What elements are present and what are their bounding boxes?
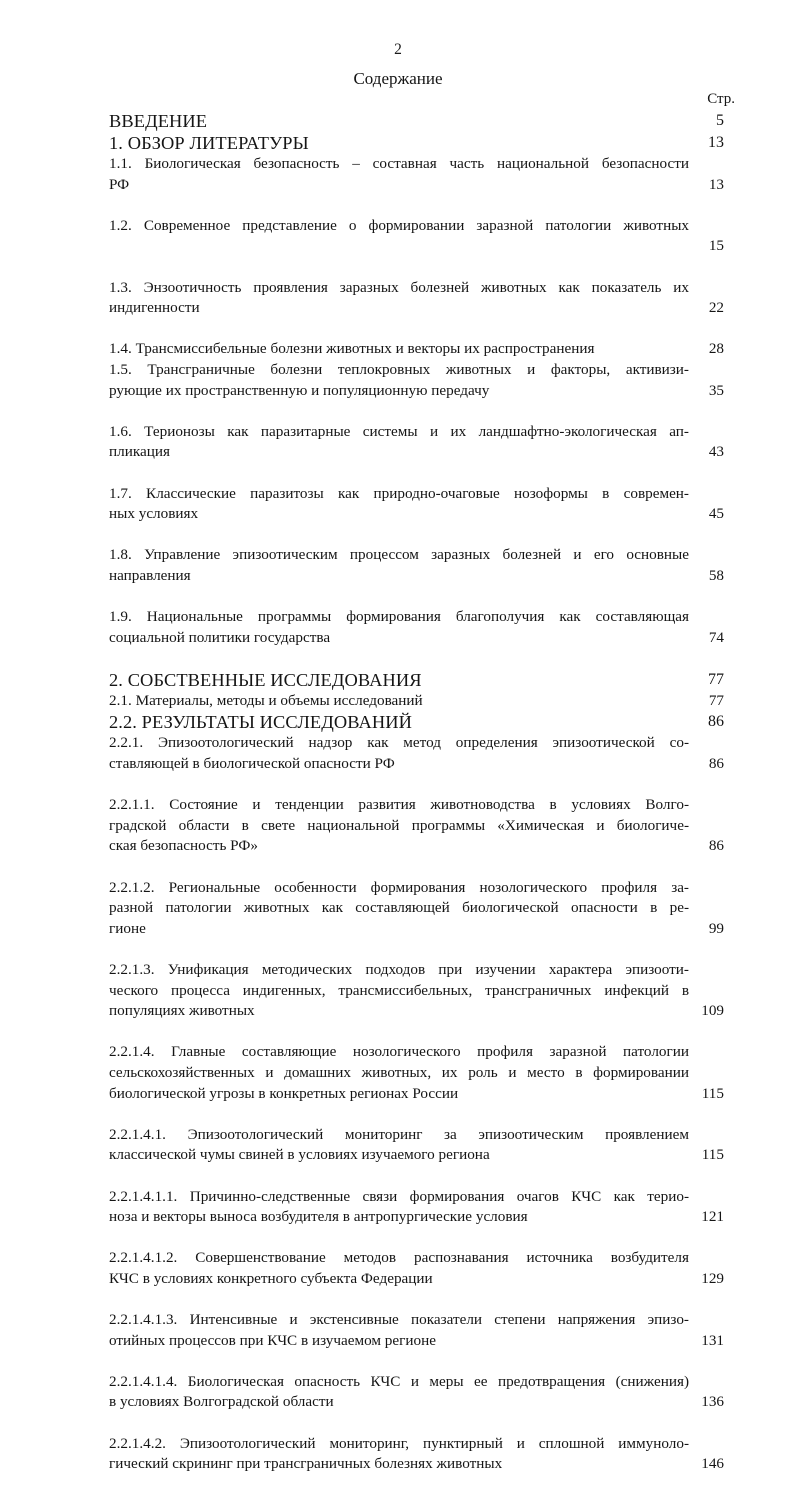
toc-entry[interactable]	[109, 795, 724, 877]
toc-entry[interactable]	[109, 1434, 724, 1495]
toc-entry-line: КЧС в условиях конкретного субъекта Федерации	[109, 1269, 433, 1287]
toc-entry-line: гический скрининг при трансграничных болезнях животных	[109, 1455, 503, 1473]
toc-entry-label	[109, 960, 689, 1042]
toc-entry-label	[109, 110, 689, 132]
toc-entry-line: 2.2.1.4.1. Эпизоотологический мониторинг за эпизоотическим проявлением	[109, 1125, 689, 1143]
toc-entry[interactable]	[109, 339, 724, 360]
toc-entry-line: 2.2.1.4. Главные составляющие нозологического профиля заразной патологии	[109, 1043, 689, 1061]
toc-entry[interactable]	[109, 545, 724, 607]
toc-entry-line: в условиях Волгоградской области	[109, 1393, 334, 1411]
toc-entry-line: пликация	[109, 443, 170, 461]
toc-entry-line: рующие их пространственную и популяционную передачу	[109, 381, 490, 399]
toc-entry-page-number: 74	[708, 628, 724, 646]
toc-entry-line: 2. СОБСТВЕННЫЕ ИССЛЕДОВАНИЯ	[109, 669, 422, 690]
toc-entry-label	[109, 733, 689, 795]
toc-entry-page-number: 22	[708, 299, 724, 317]
toc-entry-page-number: 86	[708, 713, 724, 731]
toc-entry-label	[109, 1248, 689, 1310]
toc-entry-page-number: 121	[701, 1208, 724, 1226]
toc-entry-label	[109, 691, 689, 712]
toc-entry-line: 2.2.1.3. Унификация методических подходов при изучении характера эпизооти-	[109, 960, 689, 978]
toc-entry-page-number: 131	[701, 1331, 724, 1349]
toc-entry-page-number: 13	[708, 175, 724, 193]
toc-entry-line: 2.2.1.2. Региональные особенности формирования нозологического профиля за-	[109, 878, 689, 896]
toc-entry-line: классической чумы свиней в условиях изучаемого региона	[109, 1146, 490, 1164]
toc-entry[interactable]	[109, 607, 724, 669]
toc-entry-line: 1.8. Управление эпизоотическим процессом заразных болезней и его основные	[109, 546, 689, 564]
toc-entry-label	[109, 154, 689, 216]
toc-entry-line: 1.4. Трансмиссибельные болезни животных и векторы их распространения	[109, 340, 595, 358]
toc-entry-line: ВВЕДЕНИЕ	[109, 111, 208, 131]
toc-entry-page-number: 136	[701, 1393, 724, 1411]
toc-entry-line: отийных процессов при КЧС в изучаемом регионе	[109, 1331, 436, 1349]
toc-entry-line: индигенности	[109, 299, 200, 317]
toc-entry-line: ноза и векторы выноса возбудителя в антропургические условия	[109, 1208, 528, 1226]
toc-entry-line: 2.2.1.1. Состояние и тенденции развития животноводства в условиях Волго-	[109, 796, 689, 814]
toc-entry[interactable]	[109, 878, 724, 960]
toc-entry-line: 1.9. Национальные программы формирования благополучия как составляющая	[109, 608, 689, 626]
toc-entry-label	[109, 878, 689, 960]
toc-entry-page-number: 28	[708, 340, 724, 358]
toc-entry-label	[109, 360, 689, 422]
toc-entry-label	[109, 278, 689, 340]
toc-entry[interactable]	[109, 711, 724, 733]
toc-entry-line: 1. ОБЗОР ЛИТЕРАТУРЫ	[109, 133, 309, 153]
toc-entry[interactable]	[109, 1187, 724, 1249]
toc-entry-line	[109, 236, 689, 257]
toc-entry-page-number: 77	[708, 670, 724, 688]
toc-entry[interactable]	[109, 1372, 724, 1434]
toc-entry-page-number: 77	[708, 691, 724, 709]
toc-entry-page-number: 115	[701, 1084, 724, 1102]
toc-entry-label	[109, 669, 689, 691]
toc-entry-line: 2.2.1.4.1.2. Совершенствование методов распознавания источника возбудителя	[109, 1249, 689, 1267]
toc-entry-line: ская безопасность РФ»	[109, 837, 258, 855]
toc-entry[interactable]	[109, 669, 724, 691]
toc-entry[interactable]	[109, 1248, 724, 1310]
toc-entry-label	[109, 607, 689, 669]
toc-entry-label	[109, 1310, 689, 1372]
toc-entry-page-number: 35	[708, 381, 724, 399]
toc-entry[interactable]	[109, 110, 724, 132]
toc-entry-line: ных условиях	[109, 505, 199, 523]
toc-entry-line: 1.1. Биологическая безопасность – составная часть национальной безопасности	[109, 155, 689, 172]
toc-entry-line: 1.7. Классические паразитозы как природно-очаговые нозоформы в современ-	[109, 484, 689, 502]
toc-entry-label	[109, 1372, 689, 1434]
toc-entry-line: сельскохозяйственных и домашних животных, их роль и место в формировании	[109, 1063, 689, 1081]
toc-entry-page-number: 5	[716, 112, 724, 129]
toc-entry-page-number: 86	[708, 755, 724, 773]
toc-entry-line: 1.2. Современное представление о формировании заразной патологии животных	[109, 216, 689, 234]
toc-entry-label	[109, 1042, 689, 1124]
toc-entry-label	[109, 545, 689, 607]
toc-entry[interactable]	[109, 691, 724, 712]
toc-entry-label	[109, 1187, 689, 1249]
toc-entry-page-number: 99	[708, 919, 724, 937]
toc-entry[interactable]	[109, 1125, 724, 1187]
page-column-header: Стр.	[707, 91, 735, 107]
toc-entry-line: биологической угрозы в конкретных регионах России	[109, 1084, 459, 1102]
toc-entry[interactable]	[109, 422, 724, 484]
toc-entry-label	[109, 216, 689, 278]
toc-entry-page-number: 129	[701, 1269, 724, 1287]
toc-entry-label	[109, 711, 689, 733]
toc-entry[interactable]	[109, 154, 724, 216]
toc-entry-label	[109, 795, 689, 877]
toc-entry-line: направления	[109, 566, 191, 584]
toc-entry-page-number: 115	[701, 1146, 724, 1164]
toc-entry-line: социальной политики государства	[109, 628, 331, 646]
toc-entry-label	[109, 422, 689, 484]
toc-entry-line: 2.2.1. Эпизоотологический надзор как метод определения эпизоотической со-	[109, 734, 689, 752]
toc-entry-line: 1.3. Энзоотичность проявления заразных болезней животных как показатель их	[109, 278, 689, 296]
toc-entry[interactable]	[109, 1310, 724, 1372]
toc-entry[interactable]	[109, 733, 724, 795]
toc-entry-page-number: 109	[701, 1002, 724, 1020]
page-title: Содержание	[353, 69, 443, 88]
toc-entry-line: 1.5. Трансграничные болезни теплокровных животных и факторы, активизи-	[109, 360, 689, 378]
toc-entry-line: гионе	[109, 919, 146, 937]
toc-entry-label	[109, 339, 689, 360]
toc-entry-line: 2.2.1.4.1.4. Биологическая опасность КЧС и меры ее предотвращения (снижения)	[109, 1372, 689, 1390]
toc-entry[interactable]	[109, 132, 724, 154]
page-folio-number: 2	[394, 41, 402, 58]
toc-entry[interactable]	[109, 1042, 724, 1124]
toc-entry-page-number: 58	[708, 566, 724, 584]
toc-entry-line: 2.2.1.4.2. Эпизоотологический мониторинг, пунктирный и сплошной иммуноло-	[109, 1434, 689, 1452]
toc-entry-page-number: 86	[708, 837, 724, 855]
toc-entry-line: разной патологии животных как составляющей биологической опасности в ре-	[109, 899, 689, 917]
toc-entry-page-number: 13	[708, 134, 724, 151]
toc-entry[interactable]	[109, 278, 724, 340]
toc-entry[interactable]	[109, 216, 724, 278]
toc-entry-page-number: 43	[708, 443, 724, 461]
toc-entry-line: 2.2.1.4.1.3. Интенсивные и экстенсивные показатели степени напряжения эпизо-	[109, 1311, 689, 1329]
toc-entry[interactable]	[109, 360, 724, 422]
table-of-contents	[109, 110, 724, 1495]
toc-entry-line: ческого процесса индигенных, трансмиссибельных, трансграничных инфекций в	[109, 981, 689, 999]
toc-entry-label	[109, 484, 689, 546]
toc-entry-page-number: 146	[701, 1455, 724, 1473]
toc-entry-line: РФ	[109, 175, 130, 193]
toc-entry-page-number: 45	[708, 505, 724, 523]
toc-entry-line: популяциях животных	[109, 1002, 255, 1020]
toc-entry-page-number: 15	[708, 237, 724, 255]
toc-entry-line: 2.2. РЕЗУЛЬТАТЫ ИССЛЕДОВАНИЙ	[109, 712, 412, 733]
toc-entry-label	[109, 132, 689, 154]
toc-entry-line: 1.6. Терионозы как паразитарные системы и их ландшафтно-экологическая ап-	[109, 422, 689, 440]
toc-entry-line: 2.1. Материалы, методы и объемы исследований	[109, 691, 423, 709]
toc-entry-label	[109, 1125, 689, 1187]
toc-entry-line: градской области в свете национальной программы «Химическая и биологиче-	[109, 816, 689, 834]
toc-entry-label	[109, 1434, 689, 1495]
toc-entry-line: ставляющей в биологической опасности РФ	[109, 755, 395, 773]
toc-entry[interactable]	[109, 484, 724, 546]
toc-entry[interactable]	[109, 960, 724, 1042]
toc-entry-line: 2.2.1.4.1.1. Причинно-следственные связи формирования очагов КЧС как терио-	[109, 1187, 689, 1205]
